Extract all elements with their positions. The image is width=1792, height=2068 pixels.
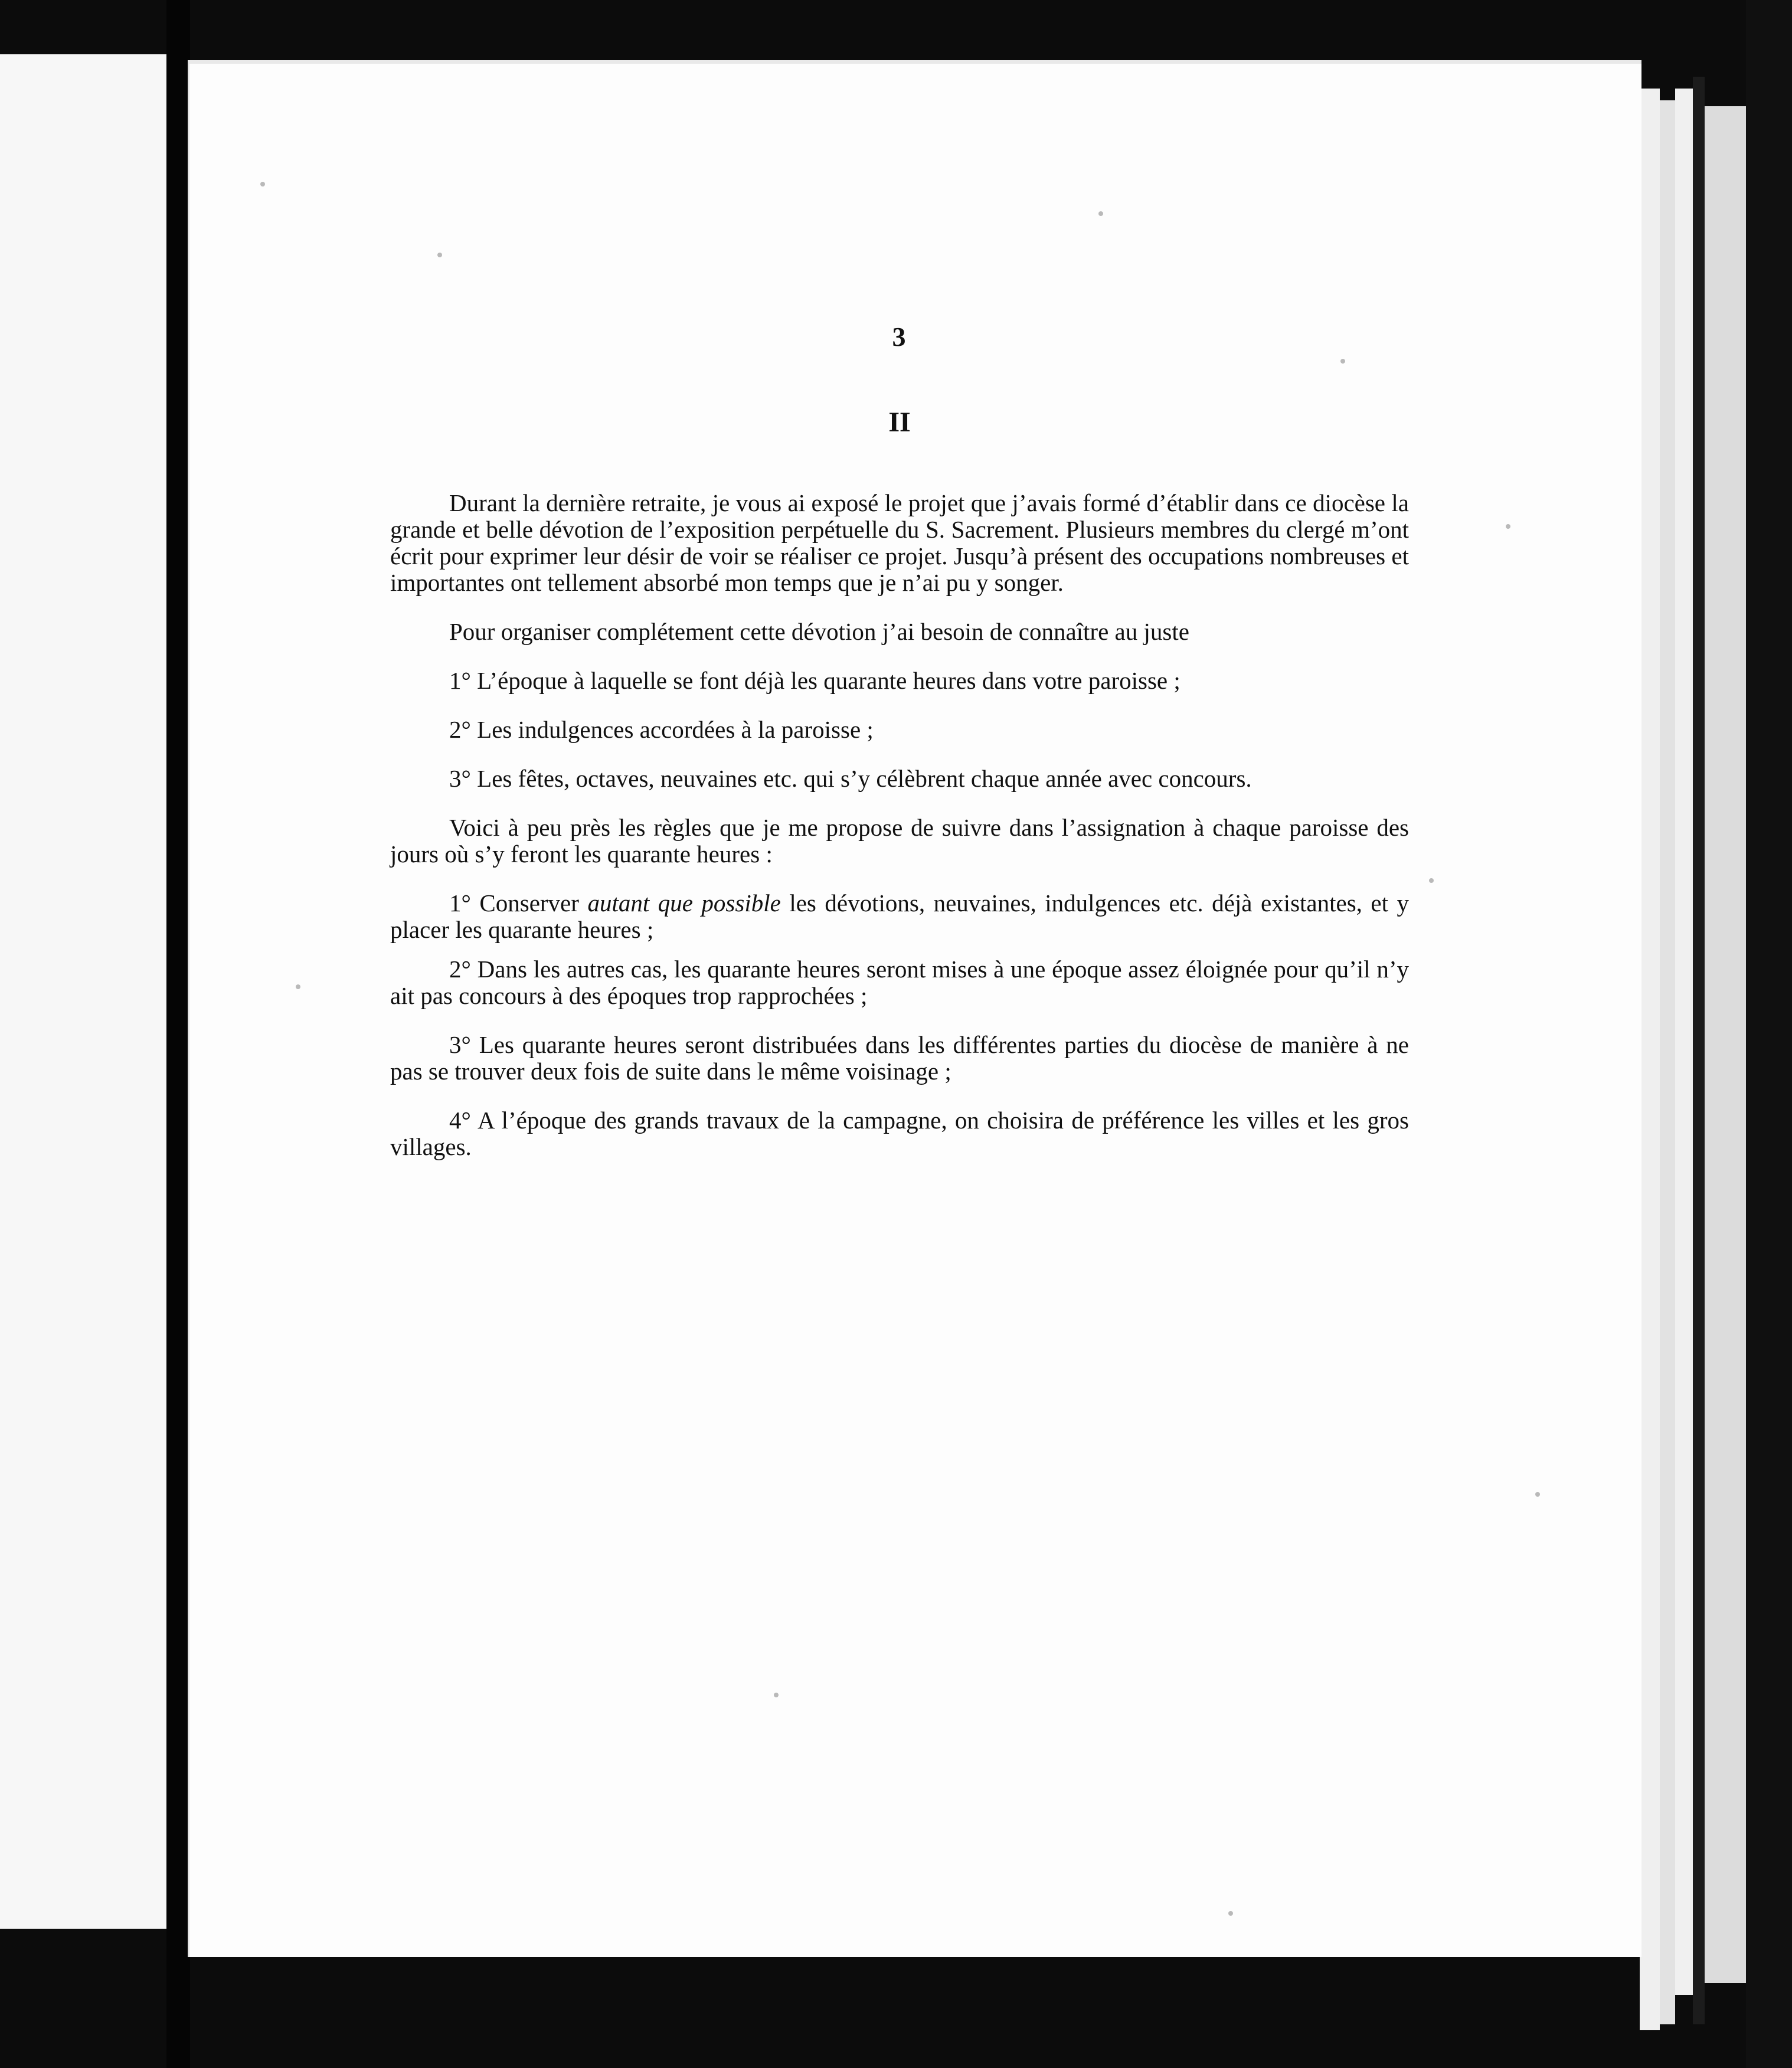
page-edge (1705, 106, 1746, 1983)
rule-4: 4° A l’époque des grands travaux de la campagne, on choisira de préférence les villes et les gros villages. (390, 1107, 1409, 1160)
paragraph-item-3: 3° Les fêtes, octaves, neuvaines etc. qui s’y célèbrent chaque année avec concours. (449, 765, 1252, 792)
paragraph-intro: Durant la dernière retraite, je vous ai exposé le projet que j’avais formé d’établir dans ce diocèse la grande et belle dévotion de l’exposition perpétuelle du S. Sacrement. Plusieurs membres du clergé m’ont écrit pour exprimer leur désir de voir se réaliser ce projet. Jusqu’à présent des occupations nombreuses et importantes ont tellement absorbé mon temps que je n’ai pu y songer. (390, 489, 1409, 596)
rule-2: 2° Dans les autres cas, les quarante heures seront mises à une époque assez éloignée pour qu’il n’y ait pas concours à des époques trop rapprochées ; (390, 956, 1409, 1009)
paragraph-request: Pour organiser complétement cette dévotion j’ai besoin de connaître au juste (449, 618, 1189, 645)
dust-speck (1098, 211, 1103, 216)
dust-speck (260, 182, 265, 186)
paragraph-rules-intro: Voici à peu près les règles que je me propose de suivre dans l’assignation à chaque paroisse des jours où s’y feront les quarante heures : (390, 814, 1409, 868)
dust-speck (1506, 524, 1510, 529)
paragraph-item-1: 1° L’époque à laquelle se font déjà les quarante heures dans votre paroisse ; (449, 667, 1181, 694)
dust-speck (1535, 1492, 1540, 1497)
facing-page-left (0, 54, 168, 1929)
dust-speck (774, 1693, 779, 1697)
book-gutter (166, 0, 190, 2068)
rule-3: 3° Les quarante heures seront distribuées dans les différentes parties du diocèse de manière à ne pas se trouver deux fois de suite dans le même voisinage ; (390, 1031, 1409, 1085)
document-body (390, 323, 1409, 1183)
book-cover-edge (1746, 0, 1792, 2068)
document-page (188, 60, 1641, 1957)
page-edge (1693, 77, 1705, 2024)
page-edge (1675, 89, 1693, 1995)
rule-1-emphasis: autant que possible (587, 889, 781, 917)
paragraph-item-2: 2° Les indulgences accordées à la paroisse ; (449, 716, 874, 743)
page-edge (1640, 89, 1660, 2030)
section-heading: II (888, 407, 911, 438)
page-edge (1660, 100, 1675, 2024)
page-number: 3 (892, 322, 907, 352)
dust-speck (1228, 1911, 1233, 1916)
rule-1-prefix: 1° Conserver (449, 889, 579, 917)
dust-speck (1429, 878, 1434, 883)
rule-1-suffix: les dévotions, neuvaines, indulgences etc. déjà existantes, et y placer les quarante heures ; (390, 889, 1410, 943)
dust-speck (437, 253, 442, 257)
rule-1 (390, 890, 1409, 943)
dust-speck (296, 984, 300, 989)
